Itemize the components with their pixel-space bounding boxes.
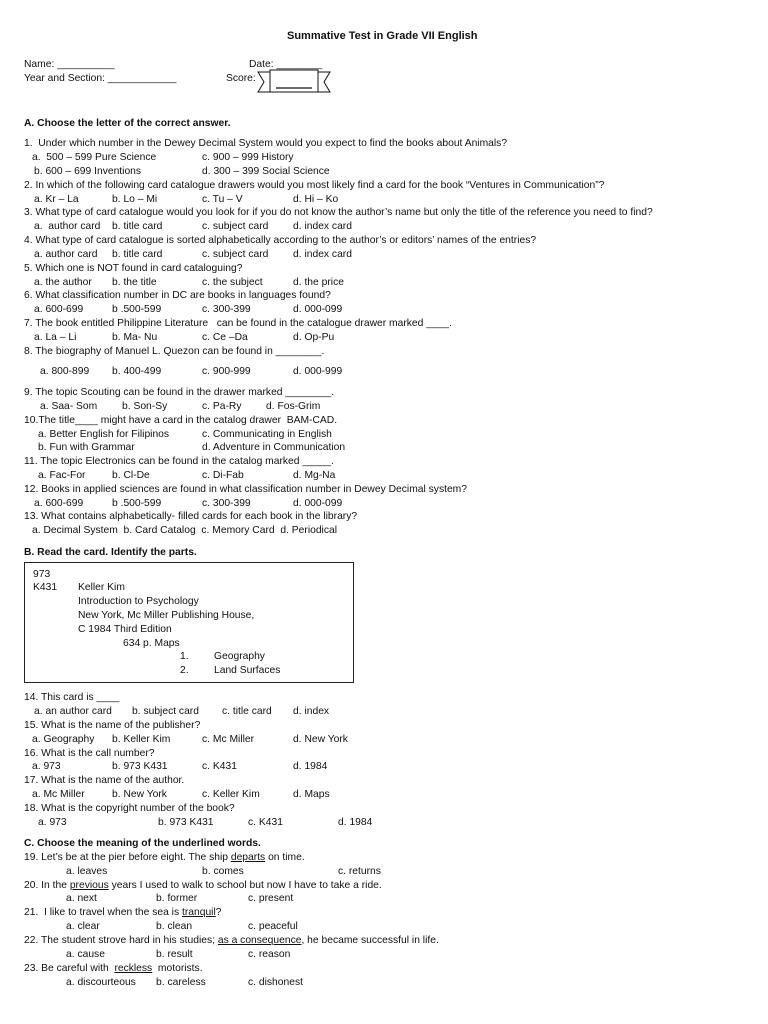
card-subject: Land Surfaces (214, 665, 281, 676)
question-text: , he became successful in life. (301, 935, 439, 946)
option: b .500-599 (112, 304, 162, 315)
question-3: 3. What type of card catalogue would you look for if you do not know the author’s name but only the title of the reference you need to find? (24, 207, 653, 218)
option: c. Communicating in English (202, 429, 332, 440)
section-a-heading: A. Choose the letter of the correct answer. (24, 118, 231, 129)
question-12: 12. Books in applied sciences are found in what classification number in Dewey Decimal system? (24, 484, 467, 495)
question-23 (24, 962, 203, 976)
option: b. the title (112, 277, 157, 288)
option: d. Hi – Ko (293, 194, 339, 205)
option: b. 400-499 (112, 366, 162, 377)
option: b. careless (156, 977, 206, 988)
option: a. Better English for Filipinos (38, 429, 170, 440)
question-13: 13. What contains alphabetically- filled cards for each book in the library? (24, 511, 358, 522)
score-ribbon (256, 68, 332, 98)
option: d. Maps (293, 789, 330, 800)
option: b. 973 K431 (112, 761, 168, 772)
question-2: 2. In which of the following card catalogue drawers would you most likely find a card for the book “Ventures in Communication”? (24, 180, 605, 191)
option: b. Son-Sy (122, 401, 168, 412)
question-14: 14. This card is ____ (24, 692, 120, 703)
question-text: 22. The student strove hard in his studies; (24, 935, 218, 946)
question-15: 15. What is the name of the publisher? (24, 720, 201, 731)
option: b .500-599 (112, 498, 162, 509)
option: b. Keller Kim (112, 734, 171, 745)
question-text: motorists. (152, 963, 203, 974)
option: c. Di-Fab (202, 470, 244, 481)
option: b. Ma- Nu (112, 332, 158, 343)
option: c. Ce –Da (202, 332, 248, 343)
option: b. former (156, 893, 198, 904)
question-text: 20. In the (24, 880, 70, 891)
question-text: 23. Be careful with (24, 963, 115, 974)
card-edition: C 1984 Third Edition (78, 624, 172, 635)
section-b-heading: B. Read the card. Identify the parts. (24, 547, 197, 558)
page-title: Summative Test in Grade VII English (287, 30, 478, 42)
option: c. Mc Miller (202, 734, 255, 745)
question-21 (24, 906, 221, 920)
card-author: Keller Kim (78, 582, 125, 593)
option: b. comes (202, 866, 244, 877)
option: d. 000-099 (293, 304, 343, 315)
option: c. Pa-Ry (202, 401, 242, 412)
question-9: 9. The topic Scouting can be found in the drawer marked ________. (24, 387, 335, 398)
card-subject-number: 2. (180, 665, 189, 676)
option: a. an author card (34, 706, 112, 717)
option: d. 000-099 (293, 498, 343, 509)
underlined-word: departs (230, 852, 266, 863)
underlined-word: as a consequence (217, 935, 302, 946)
option: a. cause (66, 949, 105, 960)
option: a. clear (66, 921, 100, 932)
option: b. result (156, 949, 193, 960)
option: d. index card (293, 221, 352, 232)
question-1: 1. Under which number in the Dewey Decimal System would you expect to find the books about Animals? (24, 138, 508, 149)
option: d. New York (293, 734, 348, 745)
question-7: 7. The book entitled Philippine Literature can be found in the catalogue drawer marked ____. (24, 318, 452, 329)
option: a. 600-699 (34, 498, 84, 509)
option: d. 1984 (293, 761, 328, 772)
question-18: 18. What is the copyright number of the book? (24, 803, 235, 814)
option: c. 300-399 (202, 304, 251, 315)
option: a. leaves (66, 866, 108, 877)
option: d. index (293, 706, 330, 717)
option: c. subject card (202, 221, 269, 232)
option: c. dishonest (248, 977, 303, 988)
question-4: 4. What type of card catalogue is sorted alphabetically according to the author’s or editors’ names of the entries? (24, 235, 537, 246)
option: a. Kr – La (34, 194, 79, 205)
option: b. New York (112, 789, 167, 800)
option: c. the subject (202, 277, 263, 288)
year-section-field: Year and Section: ____________ (24, 73, 177, 84)
option: a. Decimal System b. Card Catalog c. Memory Card d. Periodical (32, 525, 338, 536)
question-text: ? (215, 907, 222, 918)
option: c. returns (338, 866, 381, 877)
question-16: 16. What is the call number? (24, 748, 155, 759)
option: a. next (66, 893, 97, 904)
card-call-number: 973 (33, 569, 51, 580)
option: b. Fun with Grammar (38, 442, 135, 453)
question-text: 19. Let’s be at the pier before eight. The ship (24, 852, 231, 863)
question-22 (24, 934, 439, 948)
card-title: Introduction to Psychology (78, 596, 199, 607)
question-10: 10.The title____ might have a card in the catalog drawer BAM-CAD. (24, 415, 338, 426)
underlined-word: previous (69, 880, 109, 891)
name-field: Name: __________ (24, 59, 115, 70)
option: b. 973 K431 (158, 817, 214, 828)
option: c. subject card (202, 249, 269, 260)
option: a. discourteous (66, 977, 136, 988)
option: c. peaceful (248, 921, 298, 932)
card-pages: 634 p. Maps (123, 638, 180, 649)
option: a. 600-699 (34, 304, 84, 315)
option: d. Op-Pu (293, 332, 335, 343)
option: a. 800-899 (40, 366, 90, 377)
option: a. Fac-For (38, 470, 86, 481)
option: d. 1984 (338, 817, 373, 828)
section-c-heading: C. Choose the meaning of the underlined words. (24, 838, 261, 849)
question-19 (24, 851, 305, 865)
card-subject-number: 1. (180, 651, 189, 662)
score-label: Score: (226, 73, 256, 84)
question-8: 8. The biography of Manuel L. Quezon can be found in ________. (24, 346, 325, 357)
option: c. Keller Kim (202, 789, 260, 800)
option: c. K431 (202, 761, 237, 772)
option: d. 000-999 (293, 366, 343, 377)
question-text: on time. (265, 852, 305, 863)
option: c. reason (248, 949, 291, 960)
option: b. 600 – 699 Inventions (34, 166, 142, 177)
card-call-number: K431 (33, 582, 58, 593)
option: b. Lo – Mi (112, 194, 158, 205)
underlined-word: reckless (114, 963, 153, 974)
option: b. title card (112, 249, 163, 260)
option: c. 900 – 999 History (202, 152, 294, 163)
option: a. Geography (32, 734, 95, 745)
option: b. subject card (132, 706, 199, 717)
option: a. Mc Miller (32, 789, 85, 800)
option: b. Cl-De (112, 470, 150, 481)
option: d. Adventure in Communication (202, 442, 346, 453)
option: d. Fos-Grim (266, 401, 321, 412)
option: c. K431 (248, 817, 283, 828)
question-text: years I used to walk to school but now I have to take a ride. (108, 880, 382, 891)
question-text: 21. I like to travel when the sea is (24, 907, 182, 918)
underlined-word: tranquil (181, 907, 216, 918)
option: d. Mg-Na (293, 470, 336, 481)
option: a. Saa- Som (40, 401, 98, 412)
option: a. 500 – 599 Pure Science (32, 152, 157, 163)
option: a. La – Li (34, 332, 77, 343)
option: c. 300-399 (202, 498, 251, 509)
question-11: 11. The topic Electronics can be found in the catalog marked _____. (24, 456, 334, 467)
question-20 (24, 879, 382, 893)
option: a. the author (34, 277, 92, 288)
date-field: Date: ________ (249, 59, 323, 70)
option: c. present (248, 893, 294, 904)
option: a. author card (34, 249, 98, 260)
option: c. 900-999 (202, 366, 251, 377)
question-5: 5. Which one is NOT found in card cataloguing? (24, 263, 243, 274)
option: b. title card (112, 221, 163, 232)
option: c. Tu – V (202, 194, 243, 205)
question-6: 6. What classification number in DC are books in languages found? (24, 290, 331, 301)
option: a. author card (34, 221, 101, 232)
card-publisher: New York, Mc Miller Publishing House, (78, 610, 255, 621)
option: b. clean (156, 921, 193, 932)
option: c. title card (222, 706, 272, 717)
card-subject: Geography (214, 651, 265, 662)
option: d. index card (293, 249, 352, 260)
option: a. 973 (32, 761, 61, 772)
option: a. 973 (38, 817, 67, 828)
option: d. 300 – 399 Social Science (202, 166, 330, 177)
option: d. the price (293, 277, 344, 288)
question-17: 17. What is the name of the author. (24, 775, 185, 786)
